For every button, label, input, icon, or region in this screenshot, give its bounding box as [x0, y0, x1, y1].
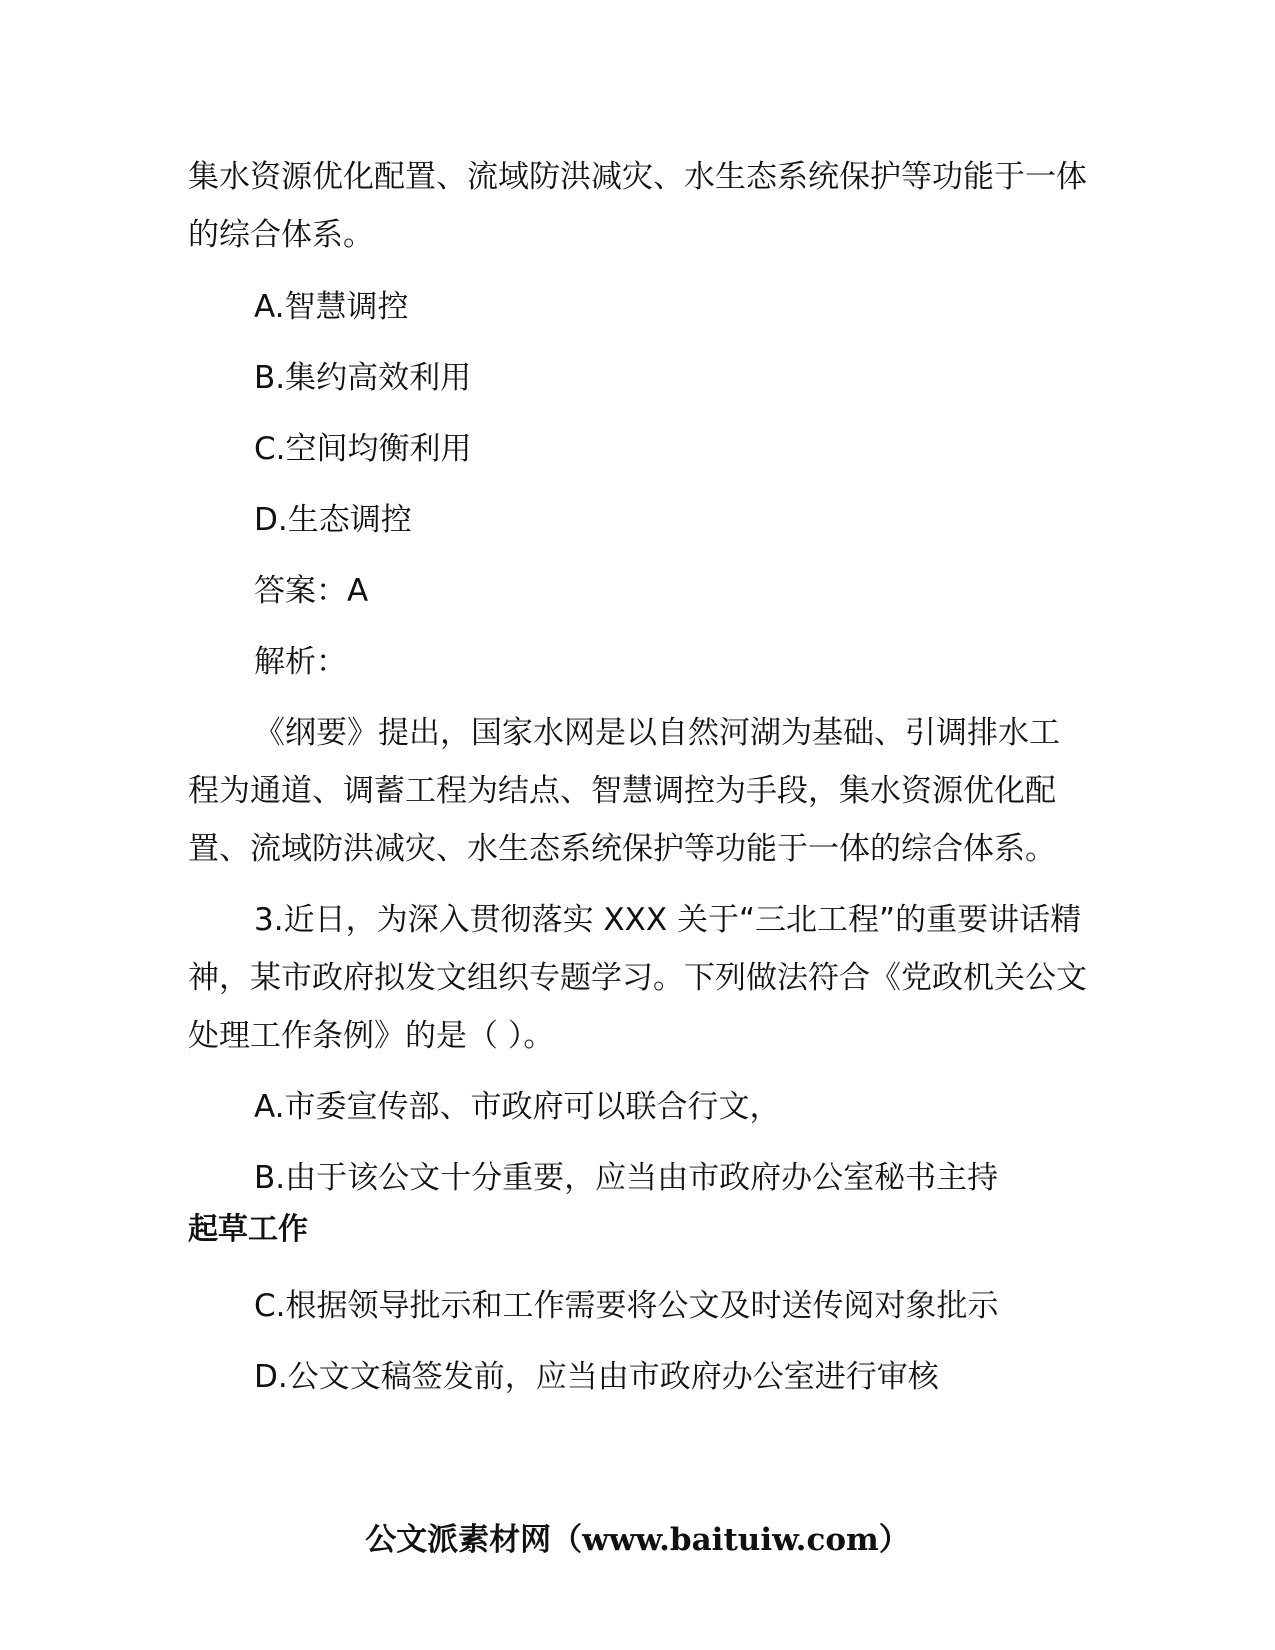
- q2-options: [188, 278, 1088, 691]
- footer-watermark: 公文派素材网（www.baituiw.com）: [365, 1522, 910, 1558]
- q3-stem: 3.近日，为深入贯彻落实 XXX 关于“三北工程”的重要讲话精神，某市政府拟发文组织专题学习。下列做法符合《党政机关公文处理工作条例》的是（ ）。: [188, 902, 1087, 1054]
- q2-option-c: C.空间均衡利用: [254, 431, 472, 467]
- q2-option-b: B.集约高效利用: [254, 360, 472, 396]
- q3-option-b-continued: 起草工作: [188, 1212, 308, 1247]
- q2-option-a: A.智慧调控: [254, 289, 409, 325]
- q3-option-c: C.根据领导批示和工作需要将公文及时送传阅对象批示: [254, 1288, 999, 1324]
- q3-option-d: D.公文文稿签发前，应当由市政府办公室进行审核: [254, 1359, 939, 1395]
- q2-analysis-text: 《纲要》提出，国家水网是以自然河湖为基础、引调排水工程为通道、调蓄工程为结点、智慧调控为手段，集水资源优化配置、流域防洪减灾、水生态系统保护等功能于一体的综合体系。: [188, 715, 1060, 867]
- q2-answer: 答案：A: [254, 573, 369, 609]
- continuation-paragraph: 集水资源优化配置、流域防洪减灾、水生态系统保护等功能于一体的综合体系。: [188, 159, 1087, 253]
- q3-option-a: A.市委宣传部、市政府可以联合行文，: [254, 1089, 781, 1125]
- q2-analysis-label: 解析：: [254, 644, 347, 680]
- document-body: [188, 148, 1088, 1419]
- q2-option-d: D.生态调控: [254, 502, 412, 538]
- q3-option-b: B.由于该公文十分重要，应当由市政府办公室秘书主持: [254, 1160, 999, 1196]
